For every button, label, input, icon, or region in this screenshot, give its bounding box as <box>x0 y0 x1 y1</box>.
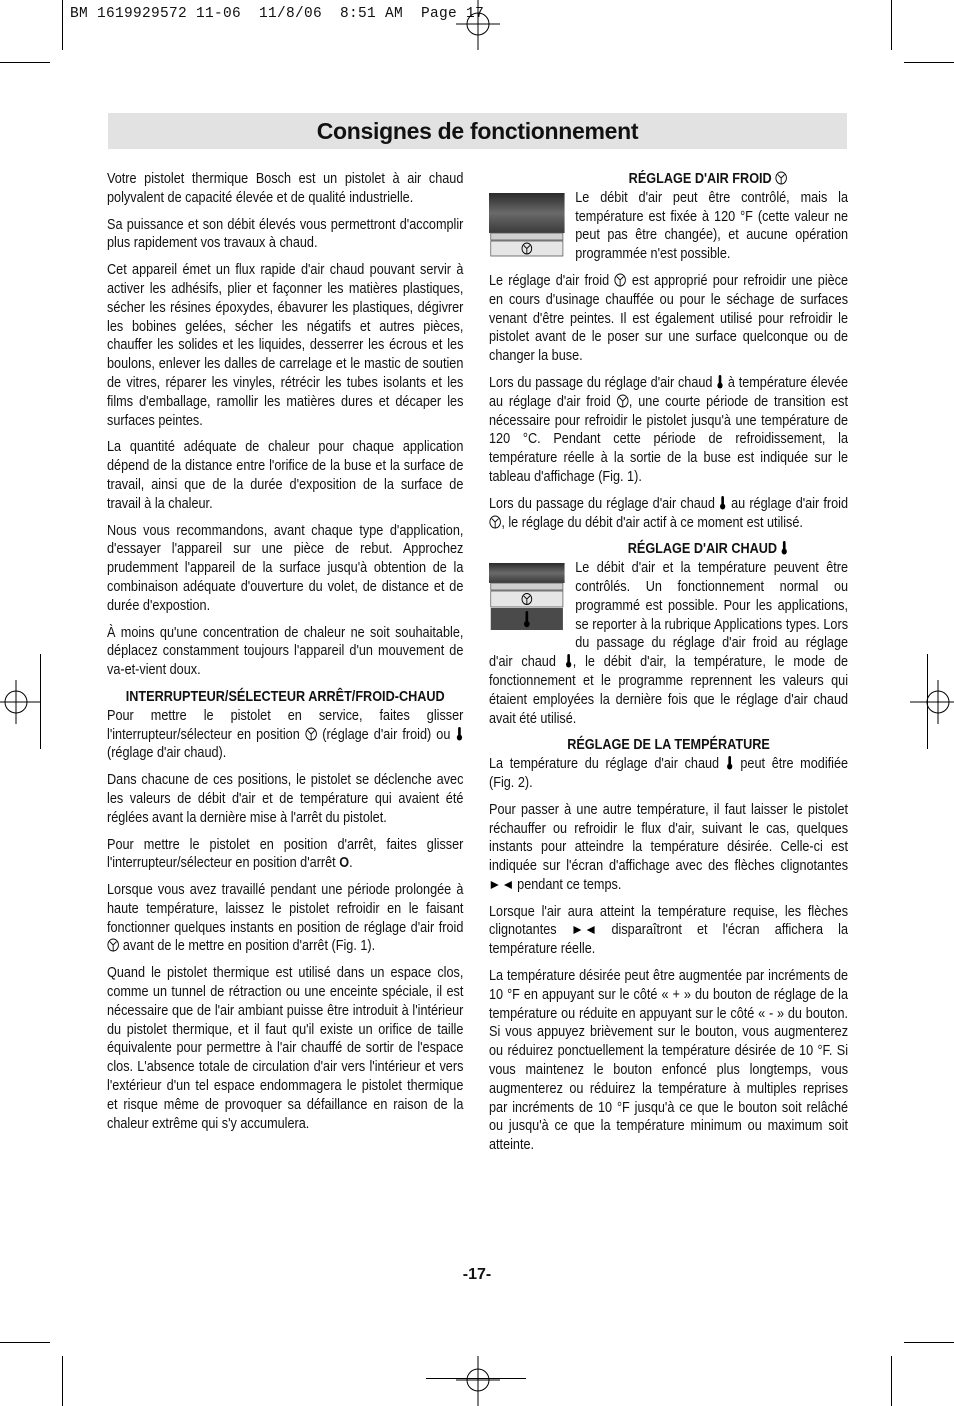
crop-mark <box>62 0 63 50</box>
crop-mark <box>62 1356 63 1406</box>
fan-icon <box>305 727 317 741</box>
text-span: Pour passer à une autre température, il faut laisser le pistolet réchauffer ou refroidir le flux d'air, suivant le cas, quelques instants pour atteindre la température désirée. Celle-ci est indiquée sur l'écran d'affichage avec des flèches clignotantes <box>489 801 849 875</box>
registration-mark-right <box>910 680 954 724</box>
section-heading-switch: INTERRUPTEUR/SÉLECTEUR ARRÊT/FROID-CHAUD <box>125 688 445 705</box>
paragraph <box>107 881 463 956</box>
text-span: disparaîtront et l'écran affichera la température réelle. <box>489 922 849 958</box>
crop-mark <box>426 1378 526 1379</box>
section-heading-cold-air <box>489 170 848 189</box>
off-symbol: O <box>339 855 350 872</box>
page-title: Consignes de fonctionnement <box>316 118 639 144</box>
text-span: avant de le mettre en position d'arrêt (Fig. 1). <box>122 938 376 955</box>
thermometer-icon <box>455 726 463 741</box>
text-span: Le réglage d'air froid <box>489 272 610 289</box>
heading-text: RÉGLAGE D'AIR CHAUD <box>627 541 778 558</box>
paragraph <box>489 272 848 366</box>
thermometer-icon <box>726 755 734 770</box>
text-span: Pour mettre le pistolet en position d'arrêt, faites glisser l'interrupteur/sélecteur en position d'arrêt <box>107 836 464 872</box>
crop-mark <box>904 1342 954 1343</box>
registration-mark-top <box>456 0 500 50</box>
blinking-arrows-icon <box>572 924 597 936</box>
text-span: pendant ce temps. <box>517 876 622 893</box>
crop-mark <box>904 62 954 63</box>
thermometer-icon <box>719 495 727 510</box>
paragraph: Dans chacune de ces positions, le pistolet se déclenche avec les valeurs de débit d'air et de température qui avaient été réglées avant la dernière mise à l'arrêt du pistolet. <box>107 772 464 826</box>
paragraph: La quantité adéquate de chaleur pour chaque application dépend de la distance entre l'orifice de la buse et la surface de travail, ainsi que de la durée d'exposition de la surface de travail à la chaleur. <box>107 439 464 512</box>
registration-mark-left <box>0 680 40 724</box>
fan-icon <box>775 171 787 185</box>
text-span: Le débit d'air et la température peuvent être contrôlés. Un fonctionnement normal ou programmé est possible. Pour les applications, se reporter à la rubrique Applications types. Lors du passage du réglage d'air froid au réglage d'air chaud <box>489 560 849 671</box>
text-span: . <box>349 855 353 872</box>
cold-air-display-panel <box>489 193 565 257</box>
blinking-arrows-icon <box>489 879 514 891</box>
text-span: Lors du passage du réglage d'air chaud <box>489 495 715 512</box>
print-slug: BM 1619929572 11-06 11/8/06 8:51 AM Page 17 <box>70 6 485 22</box>
text-span: Lorsque vous avez travaillé pendant une période prolongée à haute température, laissez le pistolet refroidir en le faisant fonctionner quelques instants en position de réglage d'air froid <box>107 882 464 936</box>
fan-icon <box>617 394 629 408</box>
paragraph <box>489 755 848 793</box>
text-span: au réglage d'air froid <box>731 495 849 512</box>
text-span: , une courte période de transition est nécessaire pour refroidir le pistolet jusqu'à une température de 120 °C. Pendant cette période de refroidissement, la température réelle à la sortie de la buse est indiquée sur le tableau d'affichage (Fig. 1). <box>489 393 849 485</box>
text-span: est approprié pour refroidir une pièce en cours d'usinage chauffée ou pour le séchage de surfaces venant d'être peintes. Il est également utilisé pour refroidir le pistolet avant de le poser sur une surface quelconque ou de changer la buse. <box>489 272 849 365</box>
paragraph: La température désirée peut être augmentée par incréments de 10 °F en appuyant sur le côté « + » du bouton de réglage de la température ou réduite en appuyant sur le côté « - » du bouton. Si vous appuyez brièvement sur le bouton, vous augmenterez ou réduirez ponctuellement la température désirée de 10 °F. Si vous maintenez le bouton enfoncé plus longtemps, vous augmenterez ou réduirez la température à multiples reprises par incréments de 10 °F jusqu'à ce que le bouton soit relâché ou jusqu'à ce que la température minimum ou maximum soit atteinte. <box>489 968 849 1154</box>
crop-mark <box>0 1342 50 1343</box>
crop-mark <box>891 1356 892 1406</box>
paragraph: À moins qu'une concentration de chaleur ne soit souhaitable, déplacez constamment toujours l'appareil d'un mouvement de va-et-vient doux. <box>107 624 464 679</box>
paragraph: Quand le pistolet thermique est utilisé dans un espace clos, comme un tunnel de rétraction ou une enceinte spéciale, il est nécessaire que de l'air ambiant puisse être introduit à l'intérieur du pistolet thermique, et il faut qu'il existe un orifice de taille équivalente pour permettre à l'air chauffé de sortir de l'espace clos. L'absence totale de circulation d'air vers l'intérieur et vers l'extérieur d'un tel espace endommagera le pistolet thermique et risque même de provoquer sa défaillance en raison de la chaleur extrême qui s'y accumulera. <box>107 965 464 1132</box>
fan-icon <box>489 515 501 529</box>
right-column <box>489 170 848 1163</box>
paragraph <box>489 801 848 895</box>
page-number: -17- <box>462 1266 492 1283</box>
text-span: , le réglage du débit d'air actif à ce moment est utilisé. <box>501 514 803 531</box>
heading-text: RÉGLAGE D'AIR FROID <box>628 171 772 187</box>
crop-mark <box>891 0 892 50</box>
section-heading-hot-air <box>489 540 848 559</box>
text-span: Lorsque l'air aura atteint la température requise, les flèches clignotantes <box>489 903 849 939</box>
text-span: Lors du passage du réglage d'air chaud <box>489 374 713 391</box>
crop-mark <box>0 62 50 63</box>
text-span: (réglage d'air chaud). <box>107 745 227 762</box>
text-span: (réglage d'air froid) ou <box>322 726 451 743</box>
paragraph: Nous vous recommandons, avant chaque type d'application, d'essayer l'appareil sur une pièce de rebut. Approchez prudemment l'appareil de la surface jusqu'à obtention de la combinaison adéquate d'ouverture du volet, de distance et de durée d'expostion. <box>107 522 464 614</box>
paragraph <box>107 707 463 763</box>
paragraph <box>489 495 848 533</box>
crop-mark <box>40 654 41 749</box>
paragraph <box>489 374 848 487</box>
page-title-bar <box>108 113 847 149</box>
text-span: à température élevée au réglage d'air froid <box>489 374 849 410</box>
left-column <box>107 170 463 1141</box>
thermometer-icon <box>565 653 573 668</box>
paragraph: Le débit d'air peut être contrôlé, mais la température est fixée à 120 °F (cette valeur ne peut pas être changée), et aucune opération programmée n'est possible. <box>575 189 849 263</box>
paragraph <box>107 836 463 874</box>
fan-icon <box>614 273 626 287</box>
crop-mark <box>927 654 928 749</box>
paragraph: Cet appareil émet un flux rapide d'air chaud pouvant servir à activer les adhésifs, plier et façonner les matières plastiques, sécher les résines époxydes, ébavurer les plastiques, dégivrer les bobines gelées, sécher les négatifs et autres pièces, chauffer les solides et les liquides, desserrer les écrous et les boulons, enlever les dalles de carrelage et le mastic de soutien de vitres, réparer les vinyles, rétrécir les tubes isolants et les films d'emballage, ramollir les matières dures et décaper les surfaces peintes. <box>107 262 464 429</box>
paragraph: Sa puissance et son débit élevés vous permettront d'accomplir plus rapidement vos travaux à chaud. <box>107 216 464 252</box>
hot-air-display-panel <box>489 563 565 631</box>
thermometer-icon <box>716 374 724 389</box>
text-span: , le débit d'air, la température, le mode de fonctionnement et le programme reprennent les valeurs qui étaient employées la dernière fois que le réglage d'air chaud avait été utilisé. <box>489 654 849 727</box>
paragraph: Votre pistolet thermique Bosch est un pistolet à air chaud polyvalent de capacité élevée et de qualité industrielle. <box>107 171 464 206</box>
thermometer-icon <box>781 540 789 555</box>
fan-icon <box>107 938 119 952</box>
registration-mark-bottom <box>456 1356 500 1406</box>
section-heading-temperature: RÉGLAGE DE LA TEMPÉRATURE <box>567 737 770 754</box>
text-span: peut être modifiée (Fig. 2). <box>489 756 849 791</box>
text-span: Pour mettre le pistolet en service, faites glisser l'interrupteur/sélecteur en position <box>107 707 464 743</box>
paragraph <box>489 903 848 959</box>
text-span: La température du réglage d'air chaud <box>489 756 720 773</box>
